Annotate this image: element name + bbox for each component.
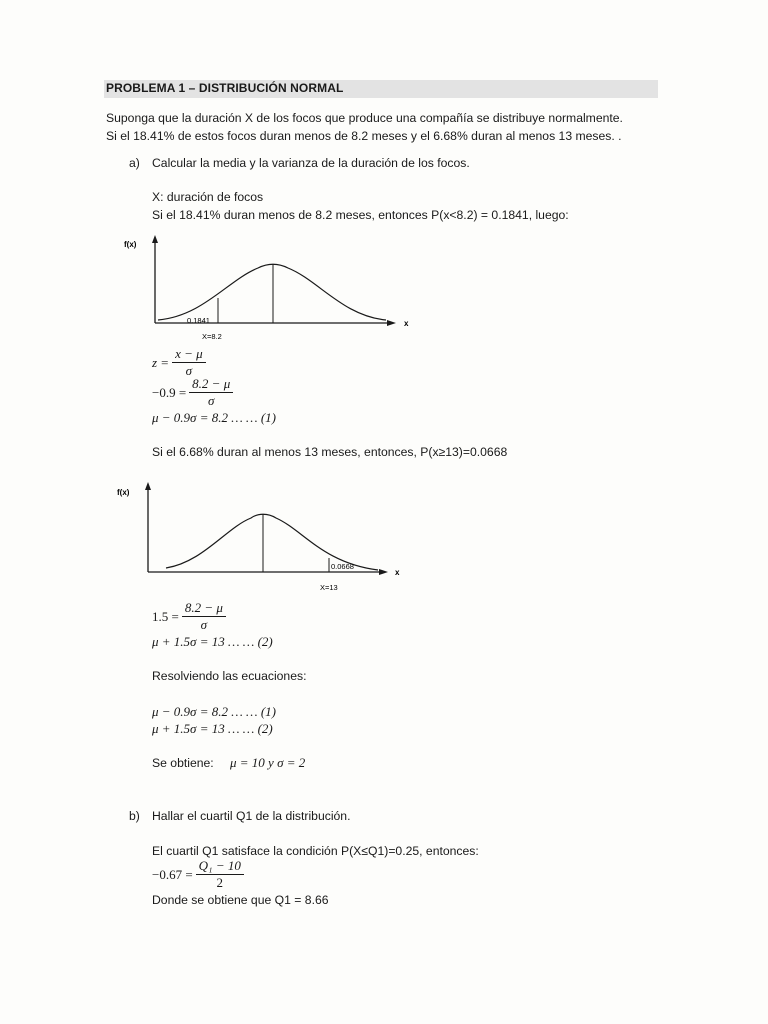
z-formula xyxy=(152,347,206,378)
equation-z2-denominator: σ xyxy=(200,617,208,632)
equation-1: μ − 0.9σ = 8.2 … … (1) xyxy=(152,410,277,425)
graph-2-point-label: X=13 xyxy=(320,583,338,592)
graph-1-y-arrow xyxy=(152,235,158,243)
equation-q1 xyxy=(152,859,244,890)
solving-label: Resolviendo las ecuaciones: xyxy=(152,669,307,683)
obtains-value: μ = 10 y σ = 2 xyxy=(230,755,306,770)
z-formula-denominator: σ xyxy=(185,363,193,378)
part-b-condition: El cuartil Q1 satisface la condición P(X≤Q1)=0.25, entonces: xyxy=(152,844,479,858)
graph-2-ylabel: f(x) xyxy=(117,488,130,497)
part-b-question: Hallar el cuartil Q1 de la distribución. xyxy=(152,809,351,823)
graph-2-x-arrow xyxy=(379,569,388,575)
graph-2-area-label: 0.0668 xyxy=(331,562,354,571)
equation-z1 xyxy=(152,377,233,408)
system-equation-1: μ − 0.9σ = 8.2 … … (1) xyxy=(152,704,277,719)
condition-2: Si el 6.68% duran al menos 13 meses, entonces, P(x≥13)=0.0668 xyxy=(152,445,508,459)
equation-q1-numerator: Q₁ − 10 xyxy=(196,859,244,875)
graph-1-ylabel: f(x) xyxy=(124,240,137,249)
part-a-question: Calcular la media y la varianza de la duración de los focos. xyxy=(152,156,470,170)
variable-definition: X: duración de focos xyxy=(152,190,264,204)
normal-curve-graph-1 xyxy=(118,232,428,348)
equation-z1-lhs: −0.9 = xyxy=(152,384,187,400)
equation-z1-fraction xyxy=(189,377,233,408)
part-b-label: b) xyxy=(129,809,140,823)
graph-1-curve xyxy=(158,264,386,320)
graph-2-xlabel: x xyxy=(395,568,400,577)
equation-2: μ + 1.5σ = 13 … … (2) xyxy=(152,634,273,649)
equation-z2-lhs: 1.5 = xyxy=(152,608,179,624)
equation-q1-denominator: 2 xyxy=(216,875,224,890)
equation-q1-fraction xyxy=(196,859,244,890)
problem-title: PROBLEMA 1 – DISTRIBUCIÓN NORMAL xyxy=(106,81,344,95)
intro-line-1: Suponga que la duración X de los focos que produce una compañía se distribuye normalmente. xyxy=(106,111,623,125)
equation-z2-fraction xyxy=(182,601,226,632)
part-b-result: Donde se obtiene que Q1 = 8.66 xyxy=(152,893,329,907)
z-formula-numerator: x − μ xyxy=(172,347,206,363)
z-formula-fraction xyxy=(172,347,206,378)
graph-1-point-label: X=8.2 xyxy=(202,332,222,341)
equation-q1-lhs: −0.67 = xyxy=(152,866,193,882)
equation-z2 xyxy=(152,601,226,632)
equation-z1-numerator: 8.2 − μ xyxy=(189,377,233,393)
equation-z1-denominator: σ xyxy=(207,393,215,408)
intro-line-2: Si el 18.41% de estos focos duran menos de 8.2 meses y el 6.68% duran al menos 13 meses. . xyxy=(106,129,622,143)
z-formula-lhs: z = xyxy=(152,354,170,370)
equation-z2-numerator: 8.2 − μ xyxy=(182,601,226,617)
obtains-label: Se obtiene: xyxy=(152,756,214,770)
graph-2-y-arrow xyxy=(145,482,151,490)
system-equation-2: μ + 1.5σ = 13 … … (2) xyxy=(152,721,273,736)
graph-1-x-arrow xyxy=(387,320,396,326)
graph-1-xlabel: x xyxy=(404,319,409,328)
normal-curve-graph-2 xyxy=(108,478,418,596)
graph-1-area-label: 0.1841 xyxy=(187,316,210,325)
part-a-label: a) xyxy=(129,156,140,170)
condition-1: Si el 18.41% duran menos de 8.2 meses, entonces P(x<8.2) = 0.1841, luego: xyxy=(152,208,569,222)
